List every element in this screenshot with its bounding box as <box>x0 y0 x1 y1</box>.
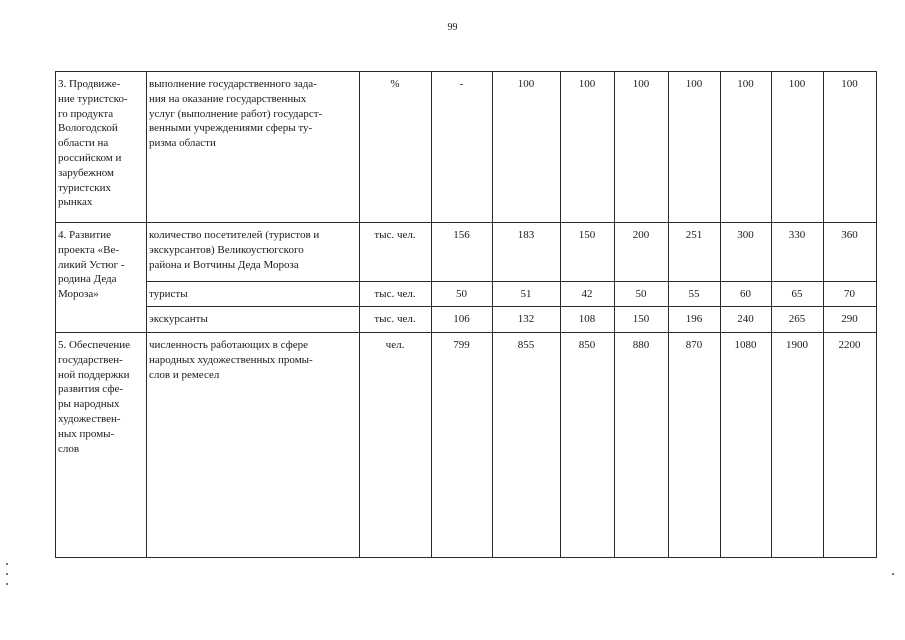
value-cell: 156 <box>453 229 470 241</box>
row-separator <box>55 222 877 223</box>
sub-row-separator <box>146 281 877 282</box>
value-cell: 855 <box>517 339 535 351</box>
value-cell: 799 <box>453 339 470 351</box>
unit-cell: чел. <box>385 339 405 351</box>
event-cell: 4. Развитие проекта «Ве- ликий Устюг - родина Деда Мороза» <box>58 229 125 301</box>
value-cell: - <box>459 78 464 90</box>
scan-mark <box>6 563 8 565</box>
unit-cell: тыс. чел. <box>374 229 416 241</box>
value-cell: 65 <box>791 288 803 300</box>
unit-cell: % <box>390 78 400 90</box>
sub-row-separator <box>146 306 877 307</box>
value-cell: 251 <box>685 229 703 241</box>
value-cell: 1080 <box>734 339 757 351</box>
value-cell: 183 <box>517 229 535 241</box>
scan-mark <box>892 573 894 575</box>
value-cell: 265 <box>788 313 806 325</box>
table-column-line <box>55 71 56 558</box>
value-cell: 51 <box>520 288 532 300</box>
unit-cell: тыс. чел. <box>374 313 416 325</box>
table-column-line <box>146 71 147 558</box>
value-cell: 70 <box>844 288 855 300</box>
value-cell: 100 <box>632 78 650 90</box>
indicator-cell: туристы <box>149 288 188 300</box>
value-cell: 870 <box>685 339 703 351</box>
indicator-cell: количество посетителей (туристов и экскурсантов) Великоустюгского района и Вотчины Деда Мороза <box>149 229 320 271</box>
event-cell: 5. Обеспечение государствен- ной поддержки развития сфе- ры народных художествен- ных промы- слов <box>58 339 130 455</box>
value-cell: 100 <box>517 78 535 90</box>
indicator-cell: численность работающих в сфере народных художественных промы- слов и ремесел <box>149 339 313 381</box>
value-cell: 1900 <box>786 339 808 351</box>
scan-mark <box>6 573 8 575</box>
value-cell: 100 <box>737 78 754 90</box>
row-separator <box>55 332 877 333</box>
scan-mark <box>6 583 8 585</box>
value-cell: 132 <box>517 313 535 325</box>
indicator-cell: экскурсанты <box>149 313 208 325</box>
value-cell: 200 <box>632 229 650 241</box>
value-cell: 100 <box>788 78 806 90</box>
table-border-bottom <box>55 557 877 558</box>
value-cell: 880 <box>632 339 650 351</box>
value-cell: 850 <box>578 339 596 351</box>
page-number: 99 <box>447 22 458 33</box>
value-cell: 55 <box>688 288 700 300</box>
value-cell: 150 <box>632 313 650 325</box>
table-column-line <box>876 71 877 558</box>
unit-cell: тыс. чел. <box>374 288 416 300</box>
value-cell: 330 <box>788 229 806 241</box>
value-cell: 2200 <box>838 339 861 351</box>
value-cell: 60 <box>740 288 751 300</box>
value-cell: 100 <box>685 78 703 90</box>
value-cell: 240 <box>737 313 754 325</box>
value-cell: 300 <box>737 229 754 241</box>
value-cell: 290 <box>841 313 858 325</box>
value-cell: 360 <box>841 229 858 241</box>
value-cell: 100 <box>578 78 596 90</box>
value-cell: 42 <box>581 288 593 300</box>
value-cell: 100 <box>841 78 858 90</box>
value-cell: 196 <box>685 313 703 325</box>
indicator-cell: выполнение государственного зада- ния на оказание государственных услуг (выполнение работ) государст- венными учреждениями сферы ту- ризма области <box>149 78 323 150</box>
value-cell: 106 <box>453 313 470 325</box>
table-border-top <box>55 71 877 72</box>
event-cell: 3. Продвиже- ние туристско- го продукта Вологодской области на российском и зарубежном туристских рынках <box>58 78 128 209</box>
value-cell: 108 <box>578 313 596 325</box>
value-cell: 150 <box>578 229 596 241</box>
value-cell: 50 <box>635 288 647 300</box>
value-cell: 50 <box>456 288 467 300</box>
